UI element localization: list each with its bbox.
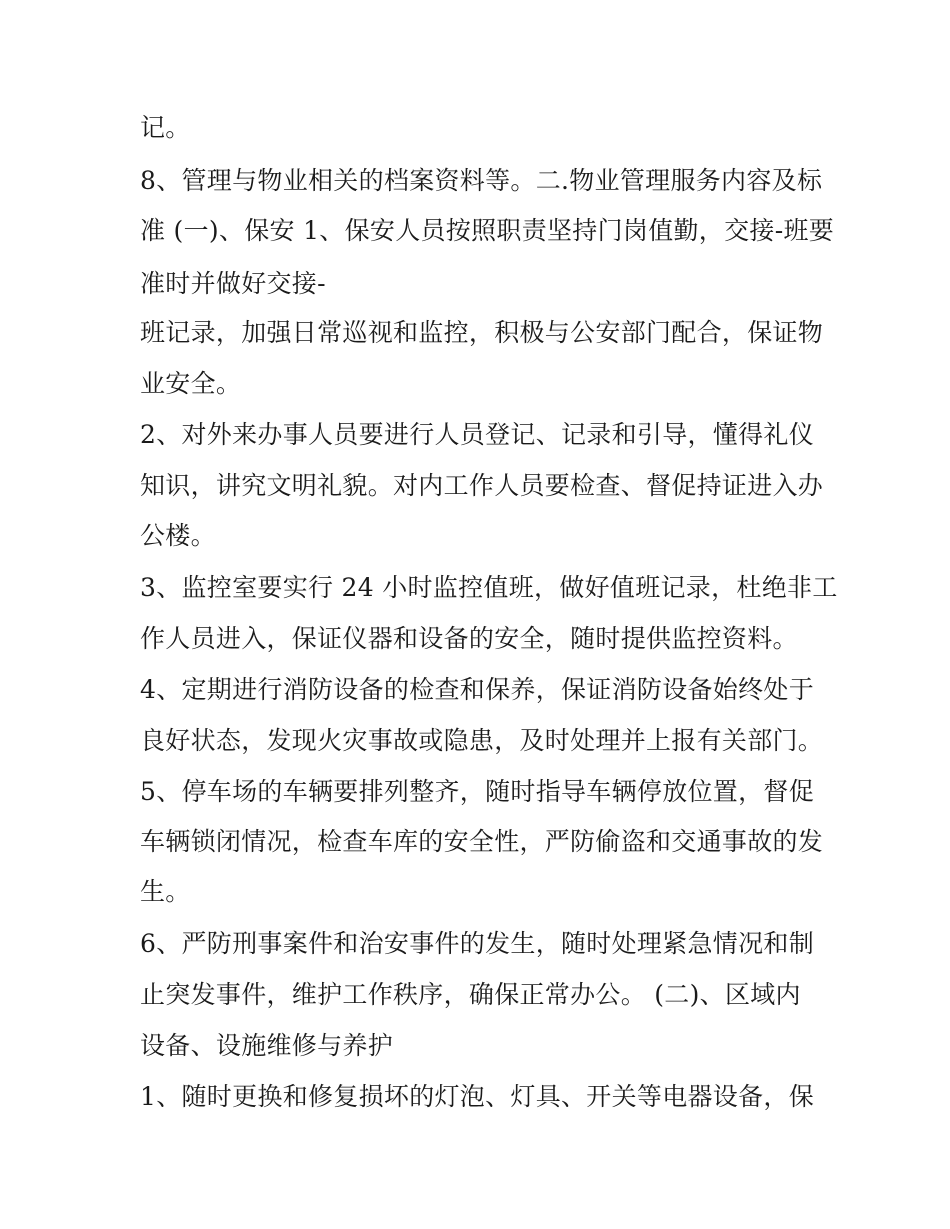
text-line: 5、停车场的车辆要排列整齐，随时指导车辆停放位置，督促: [140, 777, 815, 806]
text-line: 公楼。: [140, 521, 216, 550]
text-line: 止突发事件，维护工作秩序，确保正常办公。 (二)、区域内: [140, 980, 801, 1009]
text-line: 准 (一)、保安 1、保安人员按照职责坚持门岗值勤，交接-班要: [140, 216, 835, 245]
text-line: 2、对外来办事人员要进行人员登记、记录和引导，懂得礼仪: [140, 420, 815, 449]
text-line: 知识，讲究文明礼貌。对内工作人员要检查、督促持证进入办: [140, 471, 824, 500]
text-line: 准时并做好交接-: [140, 269, 326, 298]
text-line: 记。: [140, 113, 191, 142]
text-line: 作人员进入，保证仪器和设备的安全，随时提供监控资料。: [140, 624, 798, 653]
text-line: 1、随时更换和修复损坏的灯泡、灯具、开关等电器设备，保: [140, 1082, 815, 1111]
text-line: 6、严防刑事案件和治安事件的发生，随时处理紧急情况和制: [140, 929, 815, 958]
text-line: 设备、设施维修与养护: [140, 1031, 394, 1060]
text-line: 生。: [140, 877, 191, 906]
text-line: 4、定期进行消防设备的检查和保养，保证消防设备始终处于: [140, 675, 815, 704]
text-line: 车辆锁闭情况，检查车库的安全性，严防偷盗和交通事故的发: [140, 827, 824, 856]
text-line: 3、监控室要实行 24 小时监控值班，做好值班记录，杜绝非工: [140, 573, 838, 602]
text-line: 业安全。: [140, 369, 242, 398]
text-line: 班记录，加强日常巡视和监控，积极与公安部门配合，保证物: [140, 318, 824, 347]
text-line: 良好状态，发现火灾事故或隐患，及时处理并上报有关部门。: [140, 726, 824, 755]
text-line: 8、管理与物业相关的档案资料等。二.物业管理服务内容及标: [140, 166, 823, 195]
